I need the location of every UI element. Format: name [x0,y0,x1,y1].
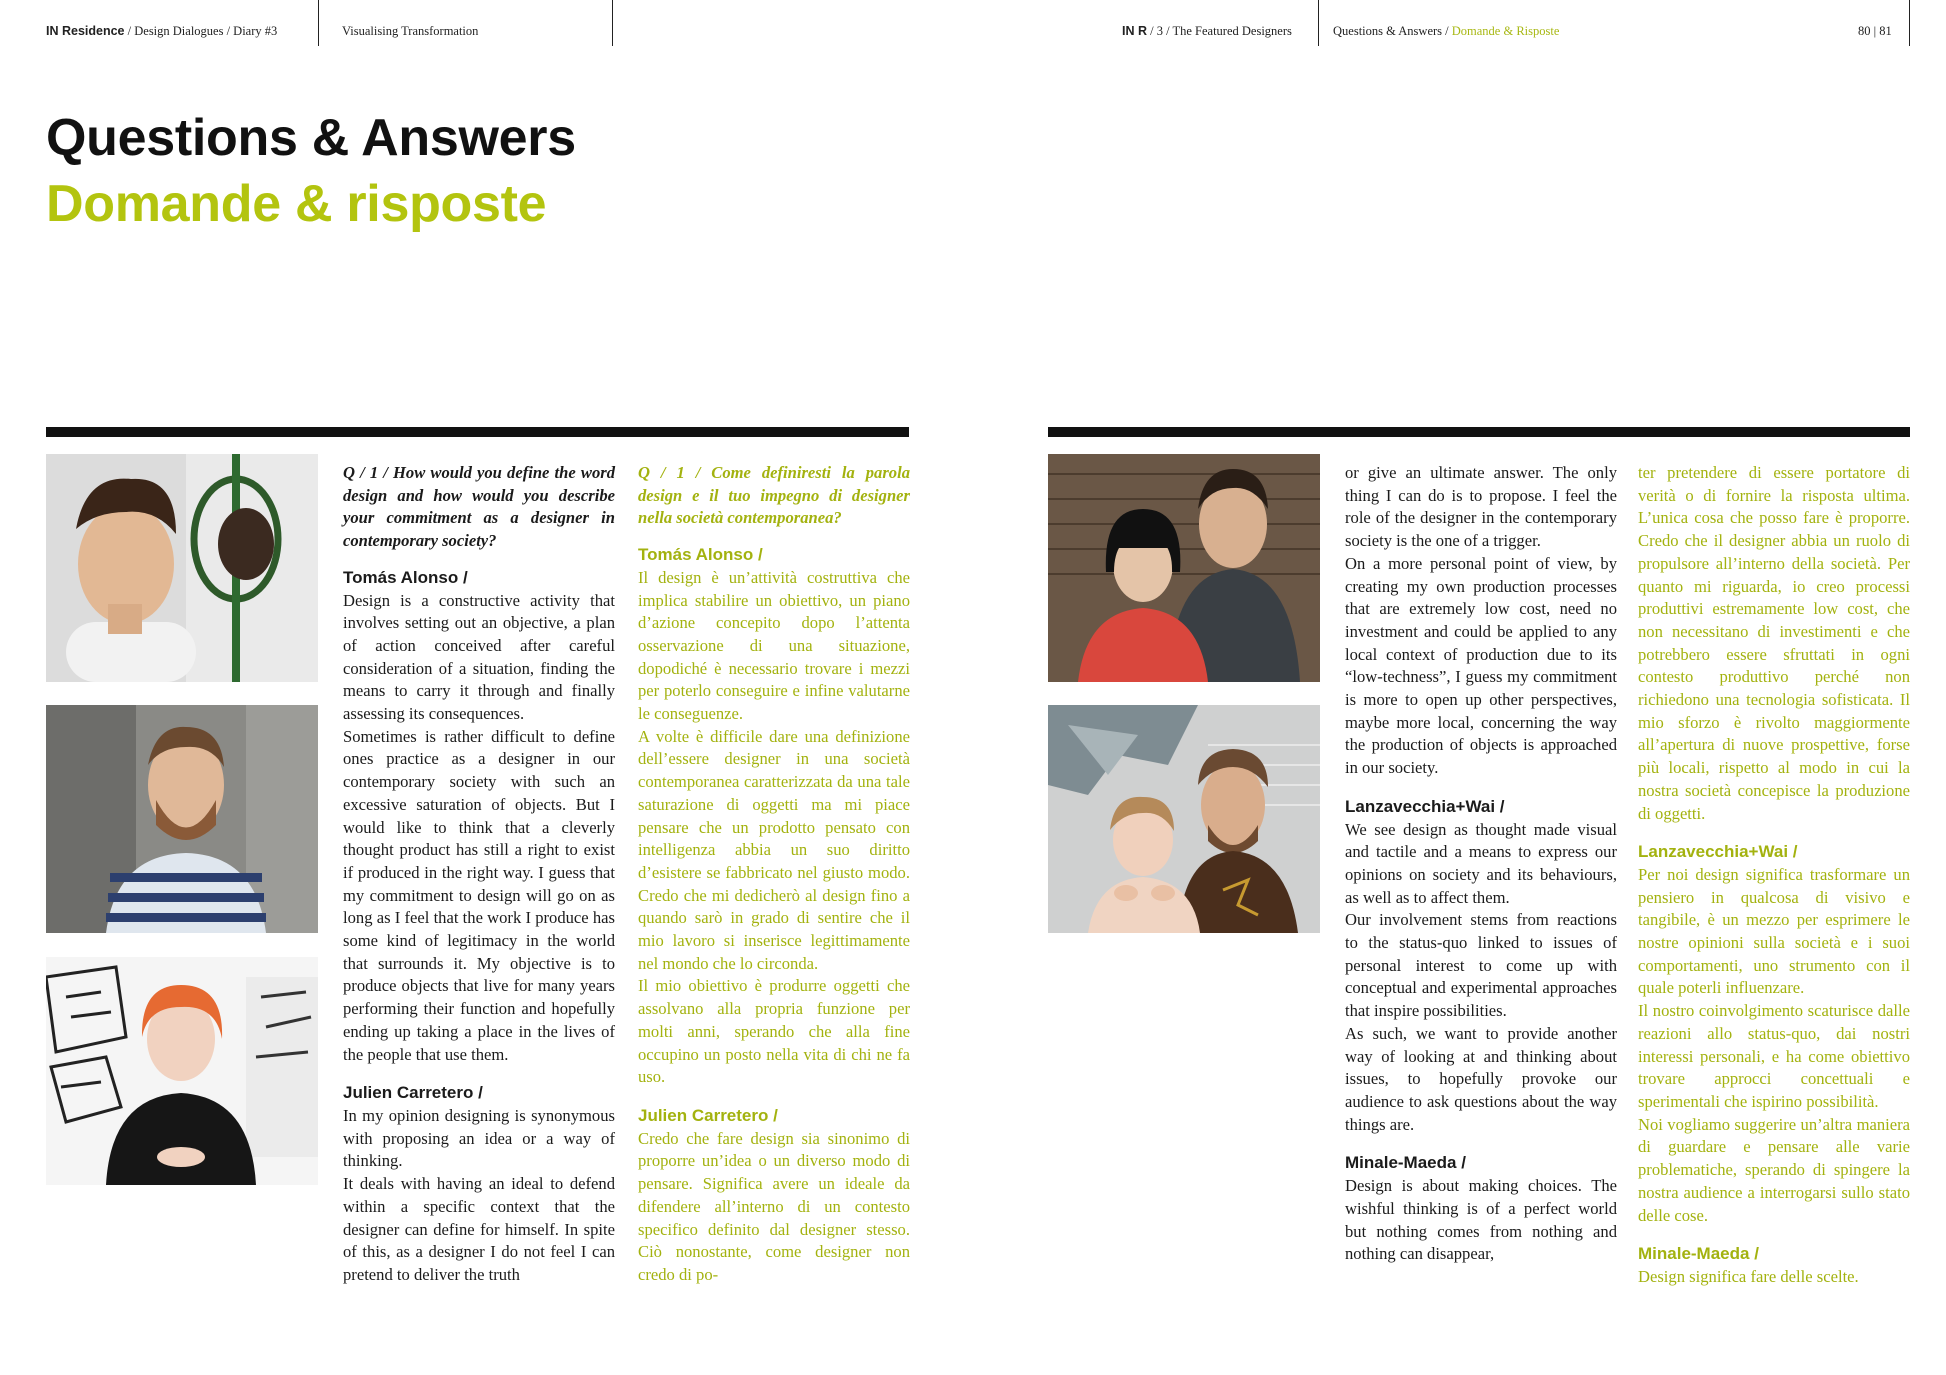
right-english-column [1345,462,1617,1266]
header-publication: IN R [1122,24,1147,38]
header-divider [318,0,319,46]
page-title-italian: Domande & risposte [46,175,547,233]
header-right-breadcrumb [1122,24,1292,39]
portrait-photo-lanzavecchia-wai [1048,454,1320,682]
page-title-english: Questions & Answers [46,109,576,167]
portrait-photo-minale-maeda [1048,705,1320,933]
answer-paragraph: ter pretendere di essere portatore di verità o di fornire la risposta ultima. L’unica cosa che posso fare è proporre. Credo che il designer abbia un ruolo di propulsore all’interno della società. Per quanto mi riguarda, io creo processi produttivi estremamente low cost, che non necessitano di investimenti e che potrebbero essere sfruttati in ogni contesto produttivo perché non richiedono una tecnologia sofisticata. Il mio sforzo è rivolto maggiormente all’apertura di nuove prospettive, forse più locali, rispetto al modo in cui la nostra società concepisce la produzione di oggetti. [1638,463,1910,823]
left-italian-column [638,462,910,1287]
answer-paragraph: Design significa fare delle scelte. [1638,1266,1859,1286]
question-1-english: Q / 1 / How would you define the word design and how would you describe your commitment as a designer in contemporary society? [343,463,615,551]
answer-paragraph: It deals with having an ideal to defend within a specific context that the designer can define for himself. In spite of this, as a designer I do not feel I can pretend to deliver the truth [343,1174,615,1284]
answer-paragraph: Credo che fare design sia sinonimo di proporre un’idea o un diverso modo di pensare. Significa avere un ideale da difendere all’interno di un contesto specifico definito dal designer stesso. Ciò nonostante, come designer non credo di po- [638,1128,910,1284]
answer-paragraph: Design is a constructive activity that involves setting out an objective, a plan of action conceived after careful consideration of a situation, finding the means to carry it through and finally assessing its consequences. [343,590,615,724]
header-path: / 3 / The Featured Designers [1147,24,1292,38]
left-english-column [343,462,615,1287]
designer-name-minale-maeda: Minale-Maeda / [1345,1153,1466,1173]
answer-paragraph: On a more personal point of view, by creating my own production processes that are extremely low cost, need no investment and could be applied to any local context of production due to its “low-techness”, I guess my commitment is more to open up other perspectives, maybe more local, concerning the way the production of objects is approached in our society. [1345,553,1617,778]
header-divider [1318,0,1319,46]
answer-paragraph: Noi vogliamo suggerire un’altra maniera di guardare e pensare alle varie problematiche, sperando di spingere la nostra audience a interrogarsi sullo stato delle cose. [1638,1114,1910,1225]
answer-paragraph: Per noi design significa trasformare un pensiero in qualcosa di visivo e tangibile, è un mezzo per esprimere le nostre opinioni sulla società e i suoi comportamenti, uno strumento con il quale poterli influenzare. [1638,864,1910,998]
designer-name-julien-carretero: Julien Carretero / [638,1105,778,1125]
header-divider [612,0,613,46]
answer-paragraph: Il design è un’attività costruttiva che implica stabilire un obiettivo, un piano d’azione concepito dopo l’attenta osservazione di una situazione, dopodiché è necessario trovare i mezzi per poterlo conseguire e infine valutarne le conseguenze. [638,567,910,724]
designer-name-minale-maeda: Minale-Maeda / [1638,1244,1759,1264]
designer-name-lanzavecchia-wai: Lanzavecchia+Wai / [1638,842,1798,862]
answer-paragraph: We see design as thought made visual and tactile and a means to express our opinions on society and its behaviours, as well as to affect them. [1345,819,1617,907]
answer-paragraph: Our involvement stems from reactions to the status-quo linked to issues of personal interest to come up with conceptual and experimental approaches that inspire possibilities. [1345,910,1617,1021]
header-right-section: Questions & Answers / Domande & Risposte [1333,24,1560,38]
answer-paragraph: Sometimes is rather difficult to define ones practice as a designer in our contemporary society with such an excessive saturation of objects. But I would like to think that a cleverly thought product has still a right to exist if produced in the right way. I guess that my commitment to design will go on as long as I feel that the work I produce has some kind of legitimacy in the world that surrounds it. My objective is to produce objects that live for many years performing their function and hopefully ending up taking a place in the lives of the people that use them. [343,726,615,1064]
section-rule-right [1048,427,1910,437]
right-italian-column [1638,462,1910,1289]
header-path: / Design Dialogues / Diary #3 [124,24,278,38]
answer-paragraph: Il mio obiettivo è produrre oggetti che assolvano alla propria funzione per molti anni, sperando che alla fine occupino un posto nella vita di chi ne fa uso. [638,976,910,1087]
portrait-photo-tomas-alonso [46,454,318,682]
answer-paragraph: Design is about making choices. The wishful thinking is of a perfect world but nothing comes from nothing and nothing can disappear, [1345,1176,1617,1264]
portrait-photo-designer [46,957,318,1185]
designer-name-lanzavecchia-wai: Lanzavecchia+Wai / [1345,796,1505,816]
answer-paragraph: or give an ultimate answer. The only thing I can do is to propose. I feel the role of the designer in the contemporary society is the one of a trigger. [1345,463,1617,551]
header-left-breadcrumb [46,24,277,39]
question-1-italian: Q / 1 / Come definiresti la parola design e il tuo impegno di designer nella società contemporanea? [638,463,910,528]
designer-name-tomas-alonso: Tomás Alonso / [343,567,468,587]
page-numbers: 80 | 81 [1858,24,1892,38]
answer-paragraph: Il nostro coinvolgimento scaturisce dalle reazioni allo status-quo, dai nostri interessi personali, e ha come obiettivo trovare approcci concettuali e sperimentali che ispirino possibilità. [1638,1001,1910,1111]
answer-paragraph: As such, we want to provide another way of looking at and thinking about issues, to hopefully provoke our audience to ask questions about the way things are. [1345,1023,1617,1134]
header-section-title: Visualising Transformation [342,24,479,38]
answer-paragraph: A volte è difficile dare una definizione dell’essere designer in una società contemporanea caratterizzata da una tale saturazione di oggetti ma mi piace pensare che un prodotto pensato con intelligenza abbia un suo diritto d’esistere se fabbricato nel giusto modo. Credo che mi dedicherò al design fino a quando sarò in grado di sentire che il mio lavoro si inserisce legittimamente nel mondo che lo circonda. [638,726,910,973]
header-divider [1909,0,1910,46]
header-publication: IN Residence [46,24,125,38]
section-rule-left [46,427,909,437]
designer-name-tomas-alonso: Tomás Alonso / [638,545,763,565]
portrait-photo-julien-carretero [46,705,318,933]
designer-name-julien-carretero: Julien Carretero / [343,1083,483,1103]
answer-paragraph: In my opinion designing is synonymous with proposing an idea or a way of thinking. [343,1105,615,1171]
